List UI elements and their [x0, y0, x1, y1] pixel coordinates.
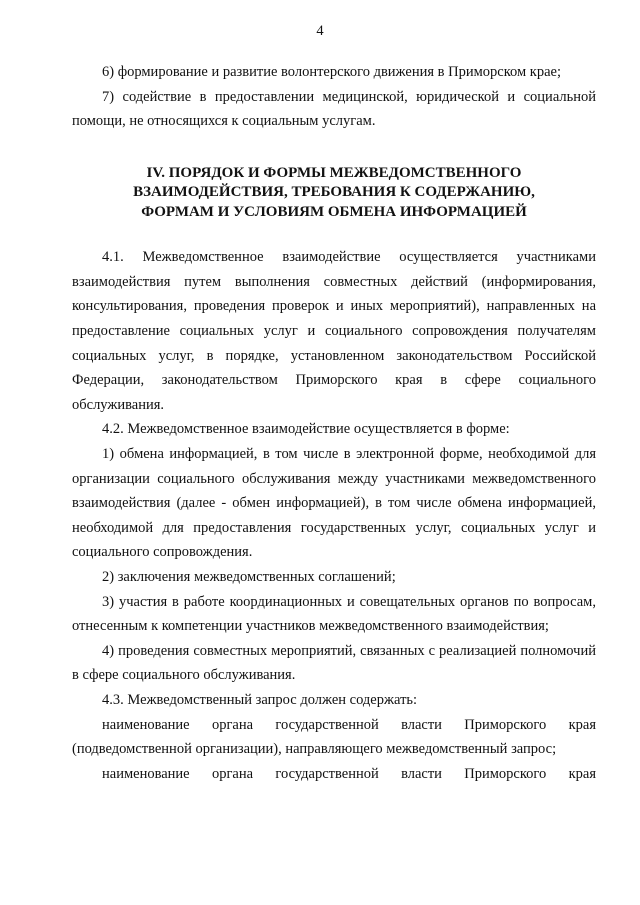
list-item-6: 6) формирование и развитие волонтерского движения в Приморском крае;	[102, 64, 561, 80]
list-item-7: 7) содействие в предоставлении медицинской, юридической и социальной помощи, не относящихся к социальным услугам.	[72, 88, 596, 130]
paragraph-request-item-2: наименование органа государственной власти Приморского края	[102, 765, 596, 782]
paragraph-form-2: 2) заключения межведомственных соглашений;	[102, 569, 396, 585]
paragraph-4-3: 4.3. Межведомственный запрос должен содержать:	[102, 691, 418, 708]
paragraph-form-3: 3) участия в работе координационных и совещательных органов по вопросам, отнесенным к компетенции участников межведомственного взаимодействия;	[72, 593, 596, 635]
paragraph-4-2: 4.2. Межведомственное взаимодействие осуществляется в форме:	[102, 421, 510, 438]
paragraph-request-item-1: наименование органа государственной власти Приморского края (подведомственной организации), направляющего межведомственный запрос;	[72, 716, 596, 758]
document-body	[72, 60, 596, 786]
section-heading	[72, 164, 596, 223]
section-heading-line-1: IV. ПОРЯДОК И ФОРМЫ МЕЖВЕДОМСТВЕННОГО	[146, 164, 522, 181]
paragraph-form-1: 1) обмена информацией, в том числе в электронной форме, необходимой для организации социального обслуживания между участниками межведомственного взаимодействия (далее - обмен информацией), в том числе обмена информацией, необходимой для предоставления государственных услуг, социальных услуг и социального сопровождения.	[72, 446, 596, 561]
section-heading-line-3: ФОРМАМ И УСЛОВИЯМ ОБМЕНА ИНФОРМАЦИЕЙ	[141, 203, 527, 220]
paragraph-4-1: 4.1. Межведомственное взаимодействие осуществляется участниками взаимодействия путем выполнения совместных действий (информирования, консультирования, проведения проверок и иных мероприятий), направленных на предоставление социальных услуг и социального сопровождения получателям социальных услуг, в порядке, установленном законодательством Российской Федерации, законодательством Приморского края в сфере социального обслуживания.	[72, 249, 596, 413]
paragraph-form-4: 4) проведения совместных мероприятий, связанных с реализацией полномочий в сфере социального обслуживания.	[72, 642, 596, 684]
page-number: 4	[316, 23, 324, 39]
section-heading-line-2: ВЗАИМОДЕЙСТВИЯ, ТРЕБОВАНИЯ К СОДЕРЖАНИЮ,	[133, 184, 535, 201]
